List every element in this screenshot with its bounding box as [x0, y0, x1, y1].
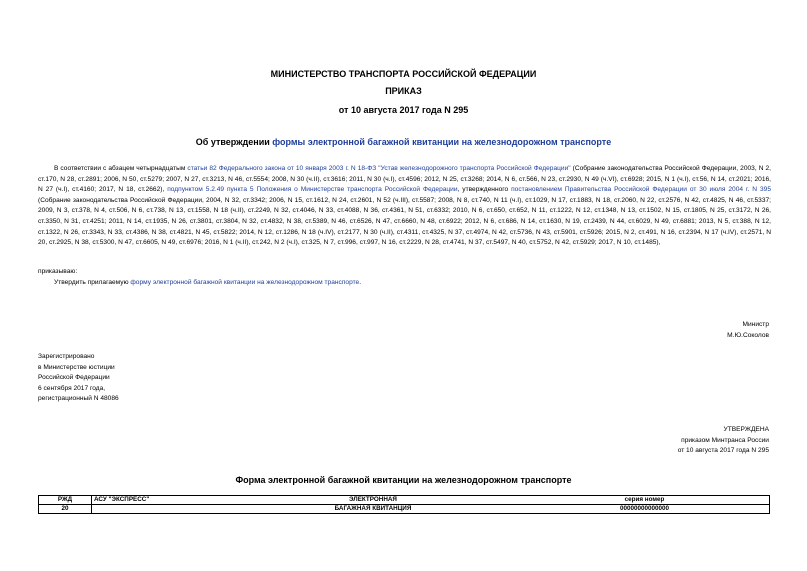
- table-cell-series-number-label: серия номер: [520, 496, 770, 505]
- approved-line-1: УТВЕРЖДЕНА: [723, 426, 769, 433]
- doc-title-prefix: Об утверждении: [195, 137, 273, 147]
- regulation-subpoint-link[interactable]: подпунктом 5.2.49 пункта 5 Положения о Министерстве транспорта Российской Федерации: [167, 186, 458, 194]
- registration-block: [38, 352, 119, 405]
- doc-title: [0, 137, 807, 147]
- registration-line-2: в Министерстве юстиции: [38, 363, 115, 371]
- table-row: [39, 496, 770, 505]
- signature-name: М.Ю.Соколов: [727, 331, 769, 339]
- preamble-text-3: , утвержденного: [457, 186, 512, 194]
- law-article-link[interactable]: статьи 82 Федерального закона от 10 января 2003 г. N 18-ФЗ "Устав железнодорожного транспорта Российской Федерации": [187, 165, 571, 172]
- preamble-text-1: В соответствии с абзацем четырнадцатым: [54, 165, 188, 172]
- table-cell-baggage-receipt: БАГАЖНАЯ КВИТАНЦИЯ: [226, 505, 520, 514]
- table-row: [39, 505, 770, 514]
- table-cell-code: 20: [39, 505, 92, 514]
- approved-line-2: приказом Минтранса России: [681, 436, 769, 444]
- doc-title-link[interactable]: формы электронной багажной квитанции на железнодорожном транспорте: [272, 137, 612, 147]
- signature-position: Министр: [742, 321, 769, 328]
- form-link[interactable]: форму электронной багажной квитанции на железнодорожном транспорте: [130, 279, 360, 286]
- preamble-text-4: (Собрание законодательства Российской Федерации, 2004, N 32, ст.3342; 2006, N 15, ст.1612, N 24, ст.2601, N 52 (ч.III), ст.5587; 2008, N 8, ст.740, N 11 (ч.I), ст.1029, N 17, ст.1883, N 18, ст.2060, N 22, ст.2576, N 42, ст.4825, N 46, ст.5337; 2009, N 3, ст.378, N 4, ст.506, N 6, ст.738, N 13, ст.1558, N 18 (ч.II), ст.2249, N 32, ст.4046, N 33, ст.4088, N 36, ст.4361, N 51, ст.6332; 2010, N 6, ст.650, ст.652, N 11, ст.1222, N 12, ст.1348, N 13, ст.1502, N 15, ст.1805, N 25, ст.3172, N 26, ст.3350, N 31, ст.4251; 2011, N 14, ст.1935, N 26, ст.3801, ст.3804, N 32, ст.4832, N 38, ст.5389, N 46, ст.6526, N 47, ст.6660, N 48, ст.6922; 2012, N 6, ст.686, N 14, ст.1630, N 19, ст.2439, N 44, ст.6029, N 49, ст.6881; 2013, N 5, ст.388, N 12, ст.1322, N 26, ст.3343, N 33, ст.4386, N 38, ст.4821, N 45, ст.5822; 2014, N 12, ст.1286, N 18 (ч.IV), ст.2177, N 30 (ч.II), ст.4311, ст.4325, N 37, ст.4974, N 42, ст.5736, N 43, ст.5901, ст.5926; 2015, N 2, ст.491, N 16, ст.2394, N 17 (ч.IV), ст.2571, N 20, ст.2925, N 38, ст.5300, N 47, ст.6605, N 49, ст.6976; 2016, N 1 (ч.II), ст.242, N 2 (ч.I), ст.325, N 7, ст.996, ст.997, N 16, ст.2229, N 28, ст.4741, N 37, ст.5497, N 40, ст.5752, N 42, ст.5929; 2017, N 10, ст.1485),: [38, 196, 771, 247]
- government-decree-link[interactable]: постановлением Правительства Российской Федерации от 30 июля 2004 г. N 395: [511, 186, 771, 194]
- table-cell-asu: АСУ "ЭКСПРЕСС": [92, 496, 227, 505]
- order-word: приказываю:: [38, 268, 78, 275]
- approve-paragraph: [54, 278, 361, 289]
- form-title: Форма электронной багажной квитанции на железнодорожном транспорте: [235, 475, 572, 485]
- approve-text: Утвердить прилагаемую: [54, 279, 131, 286]
- baggage-receipt-form-table: [38, 495, 770, 514]
- ministry-heading: МИНИСТЕРСТВО ТРАНСПОРТА РОССИЙСКОЙ ФЕДЕРАЦИИ: [270, 69, 537, 79]
- table-cell-series-number-value: 00000000000000: [520, 505, 770, 514]
- table-cell-empty: [92, 505, 227, 514]
- approve-end: .: [359, 279, 362, 286]
- doc-date-number: от 10 августа 2017 года N 295: [338, 105, 469, 115]
- preamble-paragraph: [38, 164, 771, 249]
- registration-line-4: 6 сентября 2017 года,: [38, 384, 106, 392]
- table-cell-rzd: РЖД: [39, 496, 92, 505]
- registration-line-3: Российской Федерации: [38, 374, 110, 381]
- registration-line-1: Зарегистрировано: [38, 353, 95, 360]
- table-cell-electronic: ЭЛЕКТРОННАЯ: [226, 496, 520, 505]
- preamble-text-2: (Собрание законодательства Российской Федерации, 2003, N 2, ст.170, N 28, ст.2891; 2006, N 50, ст.5279; 2007, N 27, ст.3213, N 46, ст.5554; 2008, N 30 (ч.II), ст.3616; 2011, N 30 (ч.I), ст.4596; 2012, N 25, ст.3268; 2014, N 6, ст.566, N 23, ст.2930, N 49 (ч.VI), ст.6928; 2015, N 1 (ч.I), ст.56, N 14, ст.2021; 2016, N 27 (ч.I), ст.4160; 2017, N 18, ст.2662),: [38, 165, 771, 194]
- doc-type-heading: ПРИКАЗ: [385, 86, 422, 96]
- registration-line-5: регистрационный N 48086: [38, 395, 119, 402]
- signature-block: [727, 320, 769, 341]
- approved-block: [678, 425, 769, 457]
- approved-line-3: от 10 августа 2017 года N 295: [677, 447, 769, 454]
